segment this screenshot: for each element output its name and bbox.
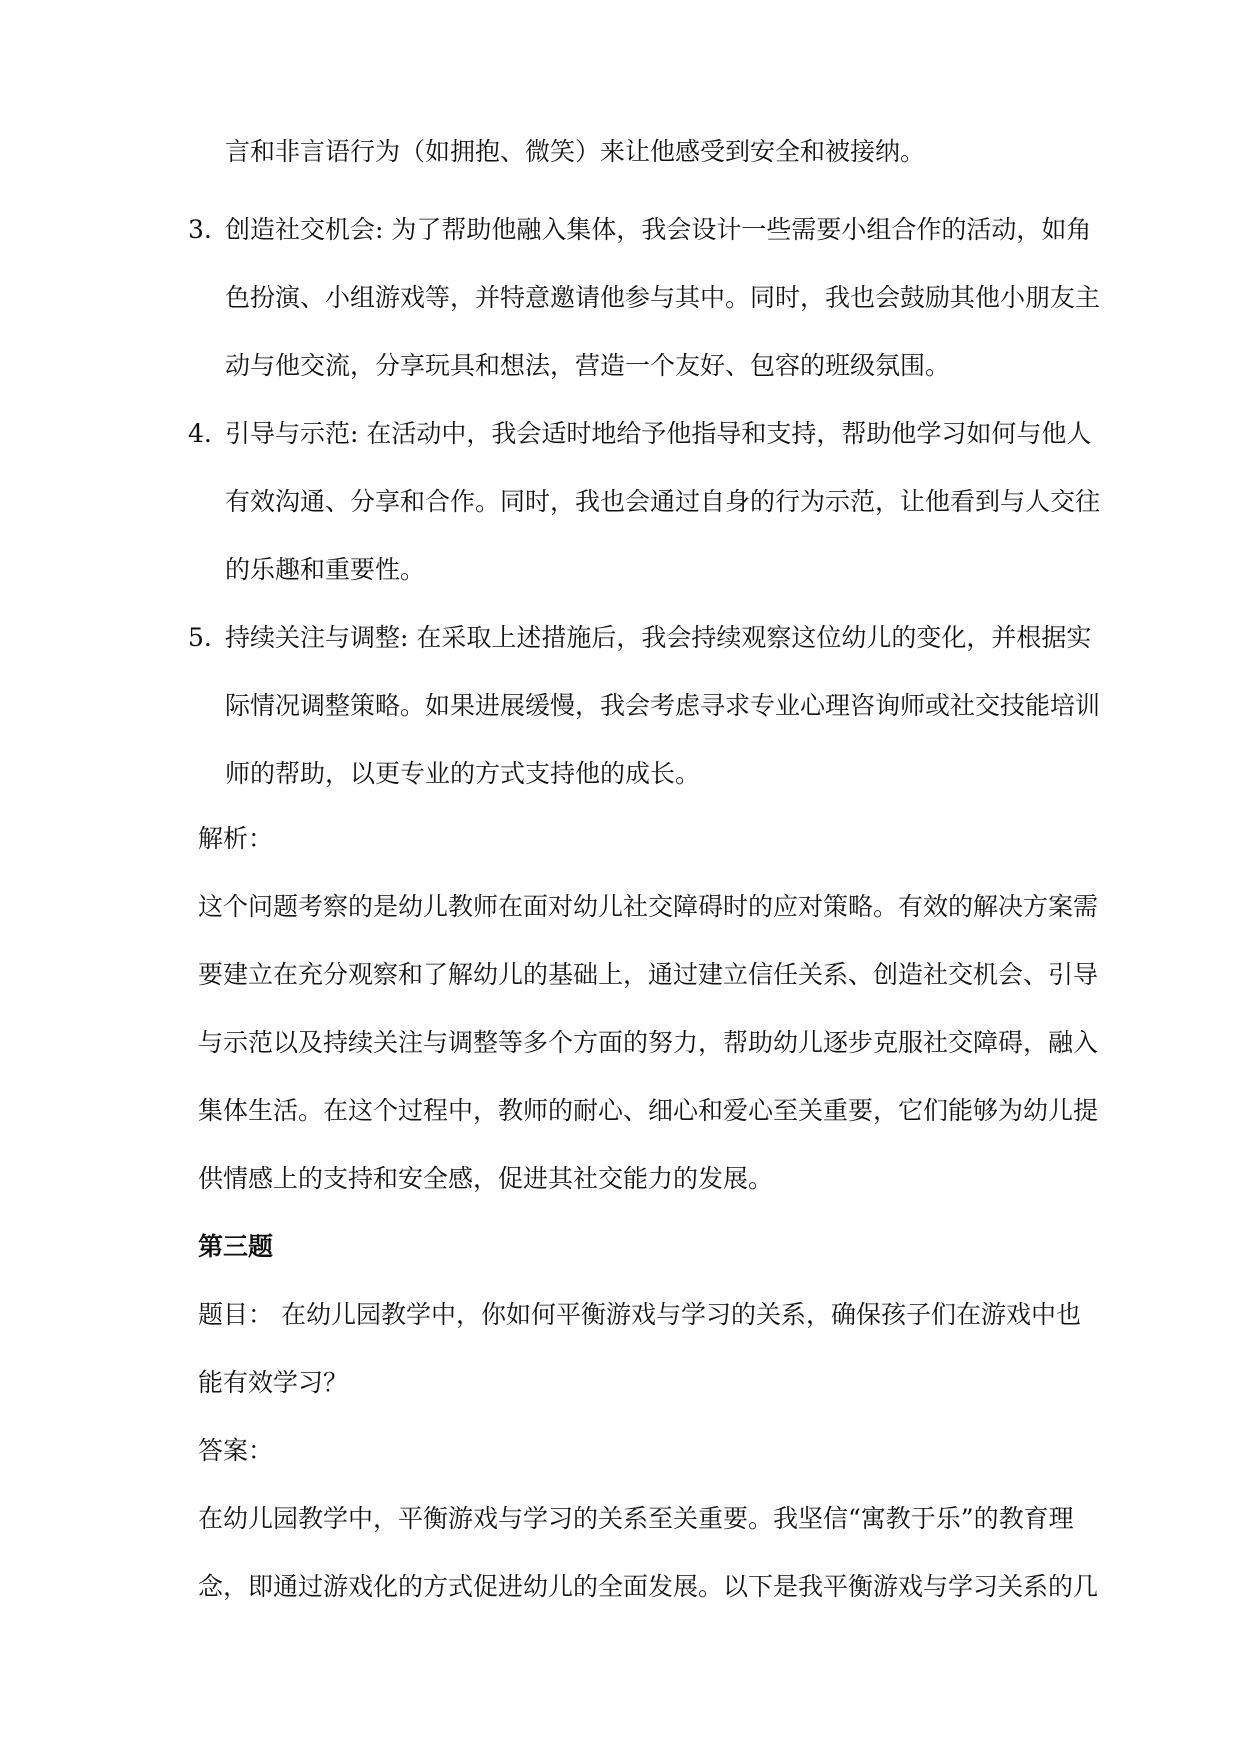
analysis-line: 集体生活。在这个过程中，教师的耐心、细心和爱心至关重要，它们能够为幼儿提: [198, 1096, 1099, 1125]
question-line: 题目： 在幼儿园教学中，你如何平衡游戏与学习的关系，确保孩子们在游戏中也: [198, 1300, 1081, 1329]
list-item-line: 动与他交流，分享玩具和想法，营造一个友好、包容的班级氛围。: [225, 351, 951, 380]
list-number: 3.: [188, 215, 212, 244]
answer-label: 答案：: [198, 1436, 274, 1465]
list-item-line: 创造社交机会: 为了帮助他融入集体，我会设计一些需要小组合作的活动，如角: [225, 215, 1092, 244]
analysis-line: 与示范以及持续关注与调整等多个方面的努力，帮助幼儿逐步克服社交障碍，融入: [198, 1028, 1099, 1057]
answer-line: 在幼儿园教学中，平衡游戏与学习的关系至关重要。我坚信“寓教于乐”的教育理: [198, 1504, 1074, 1533]
list-item-line: 师的帮助，以更专业的方式支持他的成长。: [225, 759, 701, 788]
analysis-label: 解析：: [198, 824, 274, 853]
list-item-line: 色扮演、小组游戏等，并特意邀请他参与其中。同时，我也会鼓励其他小朋友主: [225, 283, 1101, 312]
answer-line: 念，即通过游戏化的方式促进幼儿的全面发展。以下是我平衡游戏与学习关系的几: [198, 1572, 1099, 1601]
list-item-line: 有效沟通、分享和合作。同时，我也会通过自身的行为示范，让他看到与人交往: [225, 487, 1101, 516]
list-item-line: 际情况调整策略。如果进展缓慢，我会考虑寻求专业心理咨询师或社交技能培训: [225, 691, 1101, 720]
section-heading: 第三题: [198, 1232, 274, 1261]
list-number: 5.: [188, 623, 212, 652]
analysis-line: 要建立在充分观察和了解幼儿的基础上，通过建立信任关系、创造社交机会、引导: [198, 960, 1099, 989]
question-line: 能有效学习？: [198, 1368, 349, 1397]
list-item-line: 引导与示范: 在活动中，我会适时地给予他指导和支持，帮助他学习如何与他人: [225, 419, 1092, 448]
list-number: 4.: [188, 419, 212, 448]
analysis-line: 供情感上的支持和安全感，促进其社交能力的发展。: [198, 1164, 774, 1193]
list-item-line: 持续关注与调整: 在采取上述措施后，我会持续观察这位幼儿的变化，并根据实: [225, 623, 1092, 652]
list-item-line: 的乐趣和重要性。: [225, 555, 426, 584]
list-item-continuation: 言和非言语行为（如拥抱、微笑）来让他感受到安全和被接纳。: [225, 137, 926, 166]
analysis-line: 这个问题考察的是幼儿教师在面对幼儿社交障碍时的应对策略。有效的解决方案需: [198, 892, 1099, 921]
